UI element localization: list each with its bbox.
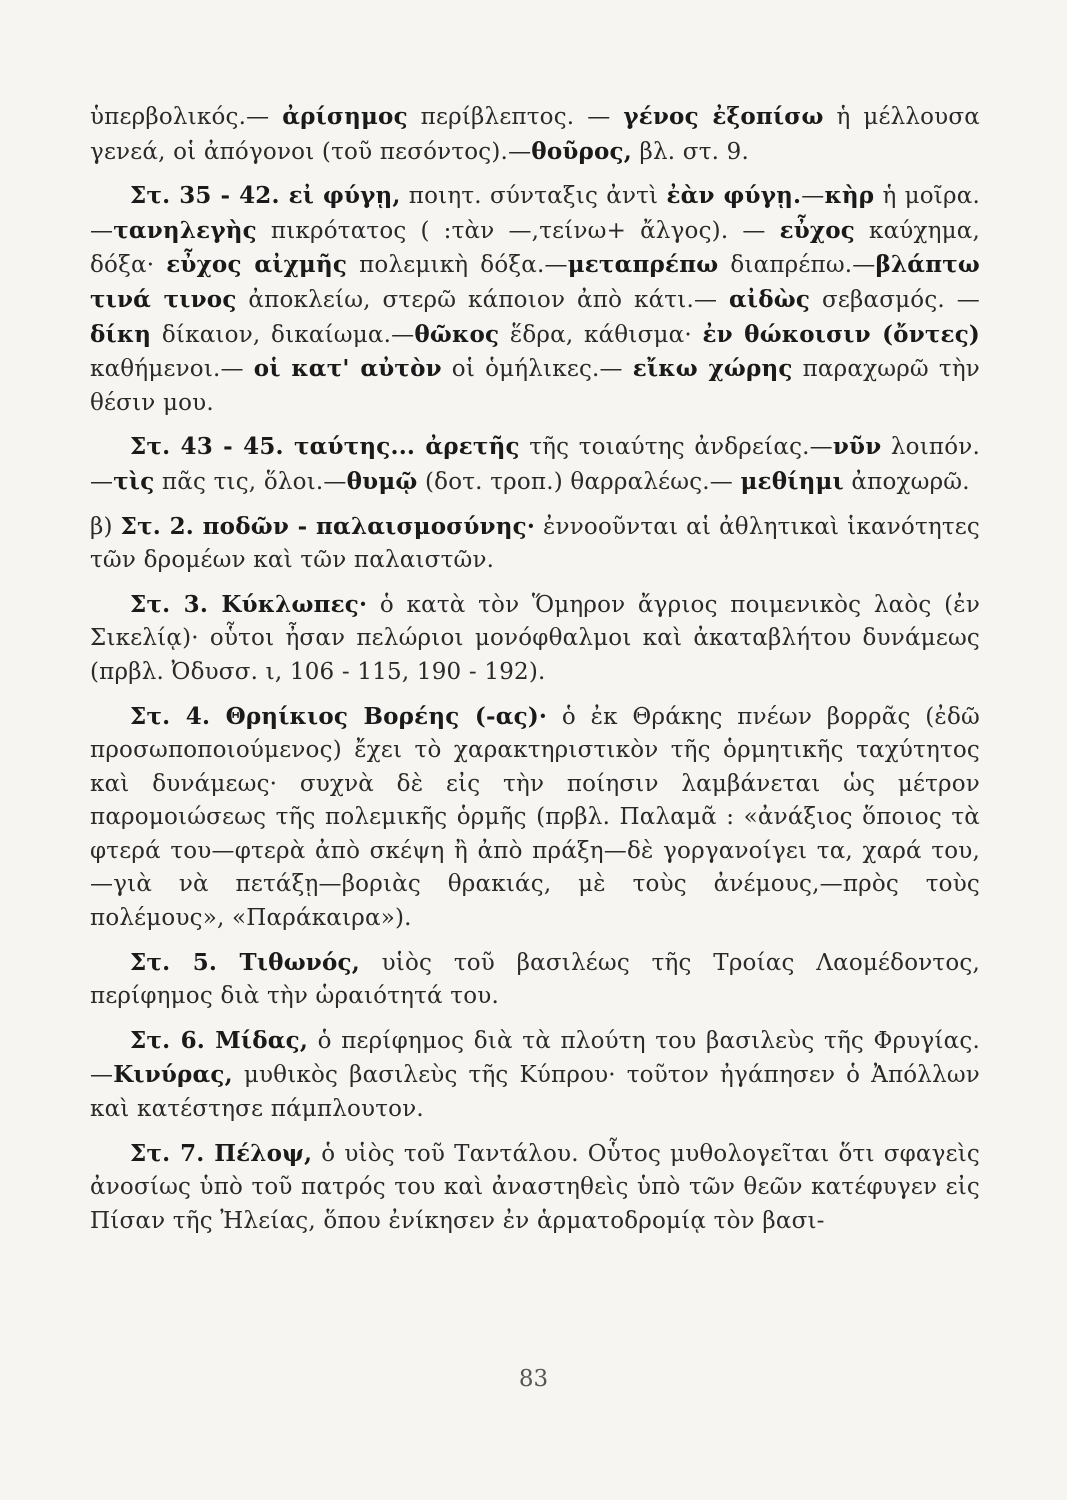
bold-term: τανηλεγὴς bbox=[113, 216, 257, 244]
text-run: σεβασμός. — bbox=[810, 286, 980, 313]
text-run: καθήμενοι.— bbox=[90, 356, 254, 383]
bold-term: οἱ κατ' αὐτὸν bbox=[253, 355, 442, 383]
bold-term: εὖχος αἰχμῆς bbox=[166, 251, 348, 279]
bold-term: Στ. 6. Μίδας, bbox=[130, 1026, 309, 1054]
body-text bbox=[90, 100, 980, 1248]
text-run: οἱ ὁμήλικες.— bbox=[441, 356, 633, 383]
text-run: ἕδρα, κάθισμα· bbox=[499, 321, 703, 348]
text-run: ἡ μέλλουσα γενεά, οἱ ἀπόγονοι (τοῦ πεσόντος).— bbox=[90, 104, 980, 165]
bold-term: αἰδὼς bbox=[729, 285, 811, 313]
text-run: τῆς τοιαύτης ἀνδρείας.— bbox=[519, 434, 833, 461]
paragraph-8 bbox=[90, 1024, 980, 1127]
bold-term: Στ. 3. Κύκλωπες· bbox=[130, 590, 368, 618]
bold-term: βλάπτω τινά τινος bbox=[90, 251, 981, 313]
bold-term: θυμῷ bbox=[346, 467, 418, 495]
bold-term: ἀρίσημος bbox=[282, 103, 408, 130]
text-run: μυθικὸς βασιλεὺς τῆς Κύπρου· τοῦτον ἠγάπησεν ὁ Ἀπόλλων καὶ κατέστησε πάμπλουτον. bbox=[90, 1062, 980, 1123]
text-run: ποιητ. σύνταξις ἀντὶ bbox=[400, 183, 667, 210]
bold-term: Κινύρας, bbox=[113, 1061, 233, 1089]
bold-term: Στ. 7. Πέλοψ, bbox=[130, 1139, 313, 1167]
bold-term: Στ. 43 - 45. ταύτης... ἀρετῆς bbox=[130, 433, 520, 461]
text-run: πικρότατος ( :τὰν —,τείνω+ ἄλγος). — bbox=[256, 217, 780, 244]
bold-term: θῶκος bbox=[414, 320, 500, 348]
paragraph-1 bbox=[90, 100, 980, 169]
bold-term: Στ. 5. Τιθωνός, bbox=[130, 948, 360, 976]
paragraph-6 bbox=[90, 700, 980, 936]
text-run: υἱὸς τοῦ βασιλέως τῆς Τροίας Λαομέδοντος, περίφημος διὰ τὴν ὡραιότητά του. bbox=[90, 949, 980, 1010]
bold-term: Στ. 35 - 42. εἰ φύγῃ, bbox=[130, 182, 401, 210]
text-run: παραχωρῶ τὴν θέσιν μου. bbox=[90, 356, 980, 416]
paragraph-4 bbox=[90, 510, 980, 578]
text-run: β) bbox=[90, 513, 121, 540]
bold-term: νῦν bbox=[832, 433, 882, 461]
text-run: ὁ περίφημος διὰ τὰ πλούτη του βασιλεὺς τῆς Φρυγίας.— bbox=[90, 1027, 980, 1089]
text-run: περίβλεπτος. — bbox=[407, 104, 624, 130]
text-run: — bbox=[801, 183, 825, 210]
bold-term: γένος ἐξοπίσω bbox=[623, 103, 824, 130]
text-run: πολεμικὴ δόξα.— bbox=[347, 252, 568, 279]
bold-term: μεταπρέπω bbox=[567, 251, 719, 279]
text-run: ὁ κατὰ τὸν Ὅμηρον ἄγριος ποιμενικὸς λαὸς (ἐν Σικελίᾳ)· οὗτοι ἦσαν πελώριοι μονόφθαλμοι καὶ ἀκαταβλήτου δυνάμεως (πρβλ. Ὀδυσσ. ι, 106 - 115, 190 - 192). bbox=[90, 591, 980, 685]
text-run: ἀποκλείω, στερῶ κάποιον ἀπὸ κάτι.— bbox=[236, 286, 730, 313]
text-run: ὑπερβολικός.— bbox=[90, 104, 283, 130]
bold-term: κὴρ bbox=[824, 182, 875, 210]
bold-term: θοῦρος, bbox=[531, 137, 632, 165]
text-run: πᾶς τις, ὅλοι.— bbox=[154, 468, 347, 495]
paragraph-2 bbox=[90, 179, 980, 420]
text-run: ἐννοοῦνται αἱ ἀθλητικαὶ ἱκανότητες τῶν δρομέων καὶ τῶν παλαιστῶν. bbox=[90, 513, 980, 574]
bold-term: τὶς bbox=[113, 467, 155, 495]
text-run: ἡ μοῖρα.— bbox=[90, 183, 980, 244]
text-run: βλ. στ. 9. bbox=[631, 138, 749, 165]
paragraph-7 bbox=[90, 946, 980, 1014]
text-run: ὁ υἱὸς τοῦ Ταντάλου. Οὗτος μυθολογεῖται ὅτι σφαγεὶς ἀνοσίως ὑπὸ τοῦ πατρός του καὶ ἀναστηθεὶς ὑπὸ τῶν θεῶν κατέφυγεν εἰς Πίσαν τῆς Ἠλείας, ὅπου ἐνίκησεν ἐν ἁρματοδρομίᾳ τὸν βασι- bbox=[90, 1140, 980, 1234]
paragraph-3 bbox=[90, 430, 980, 499]
text-run: (δοτ. τροπ.) θαρραλέως.— bbox=[417, 468, 741, 495]
text-run: δίκαιον, δικαίωμα.— bbox=[151, 321, 415, 348]
text-run: λοιπόν.— bbox=[90, 434, 980, 495]
bold-term: Στ. 2. ποδῶν - παλαισμοσύνης· bbox=[120, 512, 536, 540]
bold-term: ἐν θώκοισιν (ὄντες) bbox=[702, 320, 981, 348]
paragraph-9 bbox=[90, 1137, 980, 1239]
bold-term: εἴκω χώρης bbox=[632, 355, 793, 383]
bold-term: Στ. 4. Θρηίκιος Βορέης (-ας)· bbox=[130, 702, 548, 730]
paragraph-5 bbox=[90, 588, 980, 690]
bold-term: δίκη bbox=[90, 320, 152, 348]
bold-term: εὖχος bbox=[779, 216, 855, 244]
bold-term: μεθίημι bbox=[740, 467, 844, 495]
page-number: 83 bbox=[518, 1366, 549, 1392]
text-run: ὁ ἐκ Θράκης πνέων βορρᾶς (ἐδῶ προσωποποιούμενος) ἔχει τὸ χαρακτηριστικὸν τῆς ὁρμητικῆς ταχύτητος καὶ δυνάμεως· συχνὰ δὲ εἰς τὴν ποίησιν λαμβάνεται ὡς μέτρον παρομοιώσεως τῆς πολεμικῆς ὁρμῆς (πρβλ. Παλαμᾶ : «ἀνάξιος ὅποιος τὰ φτερά του—φτερὰ ἀπὸ σκέψη ἢ ἀπὸ πράξη—δὲ γοργανοίγει τα, χαρά του,—γιὰ νὰ πετάξῃ—βοριὰς θρακιάς, μὲ τοὺς ἀνέμους,—πρὸς τοὺς πολέμους», «Παράκαιρα»). bbox=[90, 703, 980, 932]
bold-term: ἐὰν φύγῃ. bbox=[666, 182, 802, 210]
text-run: διαπρέπω.— bbox=[718, 252, 876, 279]
text-run: καύχημα, δόξα· bbox=[90, 217, 980, 279]
text-run: ἀποχωρῶ. bbox=[843, 468, 970, 495]
